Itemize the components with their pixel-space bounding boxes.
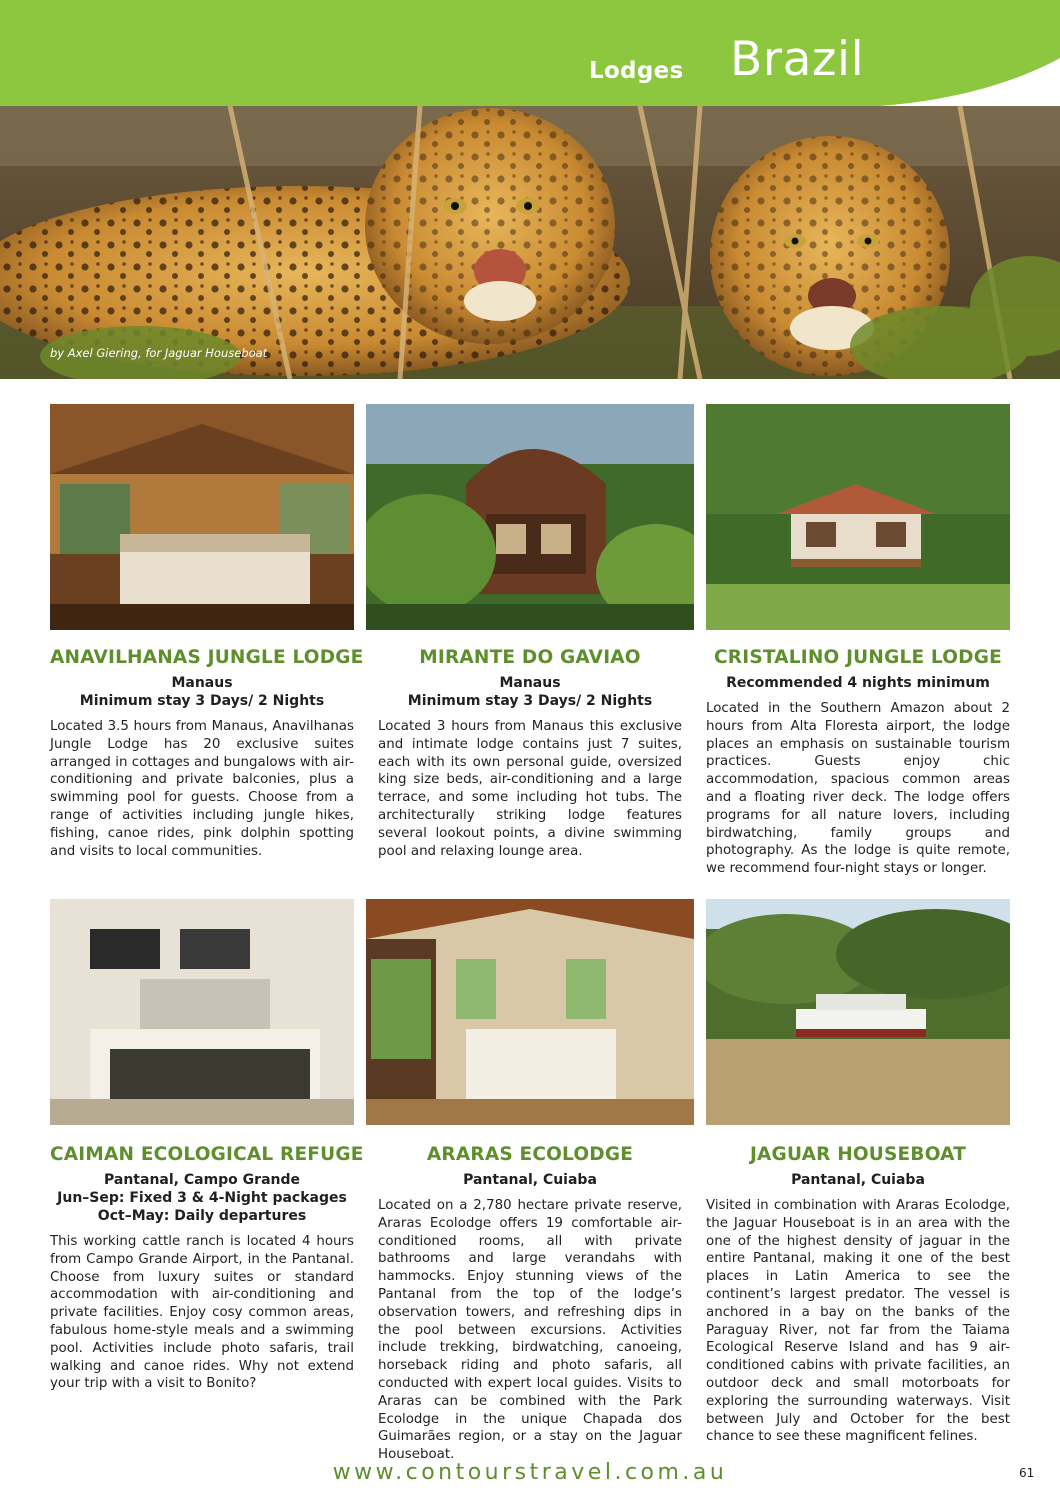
lodge-description: Located 3.5 hours from Manaus, Anavilhanas Jungle Lodge has 20 exclusive suites arranged in cottages and bungalows with air-conditioning and private balconies, plus a swimming pool for guests. Choose from a range of activities including jungle hikes, fishing, canoe rides, pink dolphin spotting and visits to local communities. — [50, 719, 354, 859]
lodge-title: ARARAS ECOLODGE — [426, 1144, 634, 1165]
lodge-card-6 — [706, 1144, 1010, 1446]
lodge-stay: Jun–Sep: Fixed 3 & 4-Night packages — [57, 1190, 347, 1206]
lodge-card-3 — [706, 647, 1010, 878]
lodge-photo-3 — [706, 404, 1010, 630]
lodge-description: This working cattle ranch is located 4 hours from Campo Grande Airport, in the Pantanal. Choose from luxury suites or standard accommodation with air-conditioning and private facilities. Enjoy cosy common areas, fabulous home-style meals and a swimming pool. Activities include photo safaris, trail walking and canoe rides. Why not extend your trip with a visit to Bonito? — [50, 1234, 354, 1392]
lodge-subtitle — [378, 674, 682, 710]
lodge-location: Manaus — [499, 675, 561, 691]
lodge-description: Visited in combination with Araras Ecolodge, the Jaguar Houseboat is in an area with the one of the highest density of jaguar in the entire Pantanal, making it one of the best places in Latin America to see the continent’s largest predator. The vessel is anchored in a bay on the banks of the Paraguay River, not far from the Taiama Ecological Reserve Island and has 9 air-conditioned cabins with private facilities, an outdoor deck and small motorboats for exploring the surrounding waterways. Visit between July and October for the best chance to see these magnificent felines. — [706, 1198, 1010, 1445]
lodge-photo-6 — [706, 899, 1010, 1125]
page-number: 61 — [1019, 1466, 1035, 1480]
lodge-subtitle — [378, 1171, 682, 1189]
lodge-location: Pantanal, Campo Grande — [104, 1172, 300, 1188]
lodge-title: MIRANTE DO GAVIAO — [419, 647, 641, 668]
hero-photo — [0, 106, 1060, 379]
lodge-subtitle — [706, 674, 1010, 692]
lodge-location: Manaus — [171, 675, 233, 691]
bungalow-illustration — [706, 404, 1010, 630]
country-title: Brazil — [730, 32, 865, 87]
lodge-subtitle — [50, 674, 354, 710]
lodge-title: CAIMAN ECOLOGICAL REFUGE — [50, 1144, 364, 1165]
lodge-description: Located on a 2,780 hectare private reserve, Araras Ecolodge offers 19 comfortable air-conditioned rooms, all with private bathrooms and large verandahs with hammocks. Enjoy stunning views of the Pantanal from the top of the lodge’s observation towers, and refreshing dips in the pool between excursions. Activities include trekking, birdwatching, canoeing, horseback riding and photo safaris, all conducted with expert local guides. Visits to Araras can be combined with the Park Ecolodge in the unique Chapada dos Guimarães region, or a stay on the Jaguar Houseboat. — [378, 1198, 682, 1463]
lodge-card-4 — [50, 1144, 364, 1393]
lodge-photo-5 — [366, 899, 694, 1125]
jaguar-illustration — [0, 106, 1060, 379]
website-url[interactable]: www.contourstravel.com.au — [332, 1460, 728, 1485]
section-label: Lodges — [589, 58, 684, 84]
lodge-location: Pantanal, Cuiaba — [791, 1172, 925, 1188]
lodge-stay: Oct–May: Daily departures — [97, 1208, 307, 1224]
lodge-card-2 — [378, 647, 682, 860]
lodge-title: CRISTALINO JUNGLE LODGE — [714, 647, 1002, 668]
lodge-stay: Minimum stay 3 Days/ 2 Nights — [407, 693, 653, 709]
lodge-stay: Recommended 4 nights minimum — [726, 675, 990, 691]
lodge-title: ANAVILHANAS JUNGLE LODGE — [50, 647, 364, 668]
lodge-location: Pantanal, Cuiaba — [463, 1172, 597, 1188]
lodge-photo-1 — [50, 404, 354, 630]
lodge-card-1 — [50, 647, 364, 860]
photo-credit: by Axel Giering, for Jaguar Houseboat — [50, 346, 268, 360]
lodge-description: Located in the Southern Amazon about 2 hours from Alta Floresta airport, the lodge places an emphasis on sustainable tourism practices. Guests enjoy chic accommodation, spacious common areas and a floating river deck. The lodge offers programs for all nature lovers, including birdwatching, family groups and photography. As the lodge is quite remote, we recommend four-night stays or longer. — [706, 701, 1010, 877]
houseboat-illustration — [706, 899, 1010, 1125]
lodge-card-5 — [378, 1144, 682, 1464]
suite-bedroom-illustration — [50, 899, 354, 1125]
lodge-photo-2 — [366, 404, 694, 630]
lodge-exterior-illustration — [366, 404, 694, 630]
page-header — [0, 0, 1060, 106]
lodge-stay: Minimum stay 3 Days/ 2 Nights — [79, 693, 325, 709]
lodge-photo-4 — [50, 899, 354, 1125]
lodge-subtitle — [706, 1171, 1010, 1189]
bedroom-illustration — [50, 404, 354, 630]
lodge-title: JAGUAR HOUSEBOAT — [749, 1144, 967, 1165]
header-banner — [0, 0, 1060, 106]
lodge-description: Located 3 hours from Manaus this exclusive and intimate lodge contains just 7 suites, each with its own personal guide, oversized king size beds, air-conditioning and a large terrace, and some including hot tubs. The architecturally striking lodge features several lookout points, a divine swimming pool and relaxing lounge area. — [378, 719, 682, 859]
lodge-subtitle — [50, 1171, 354, 1225]
ecolodge-room-illustration — [366, 899, 694, 1125]
